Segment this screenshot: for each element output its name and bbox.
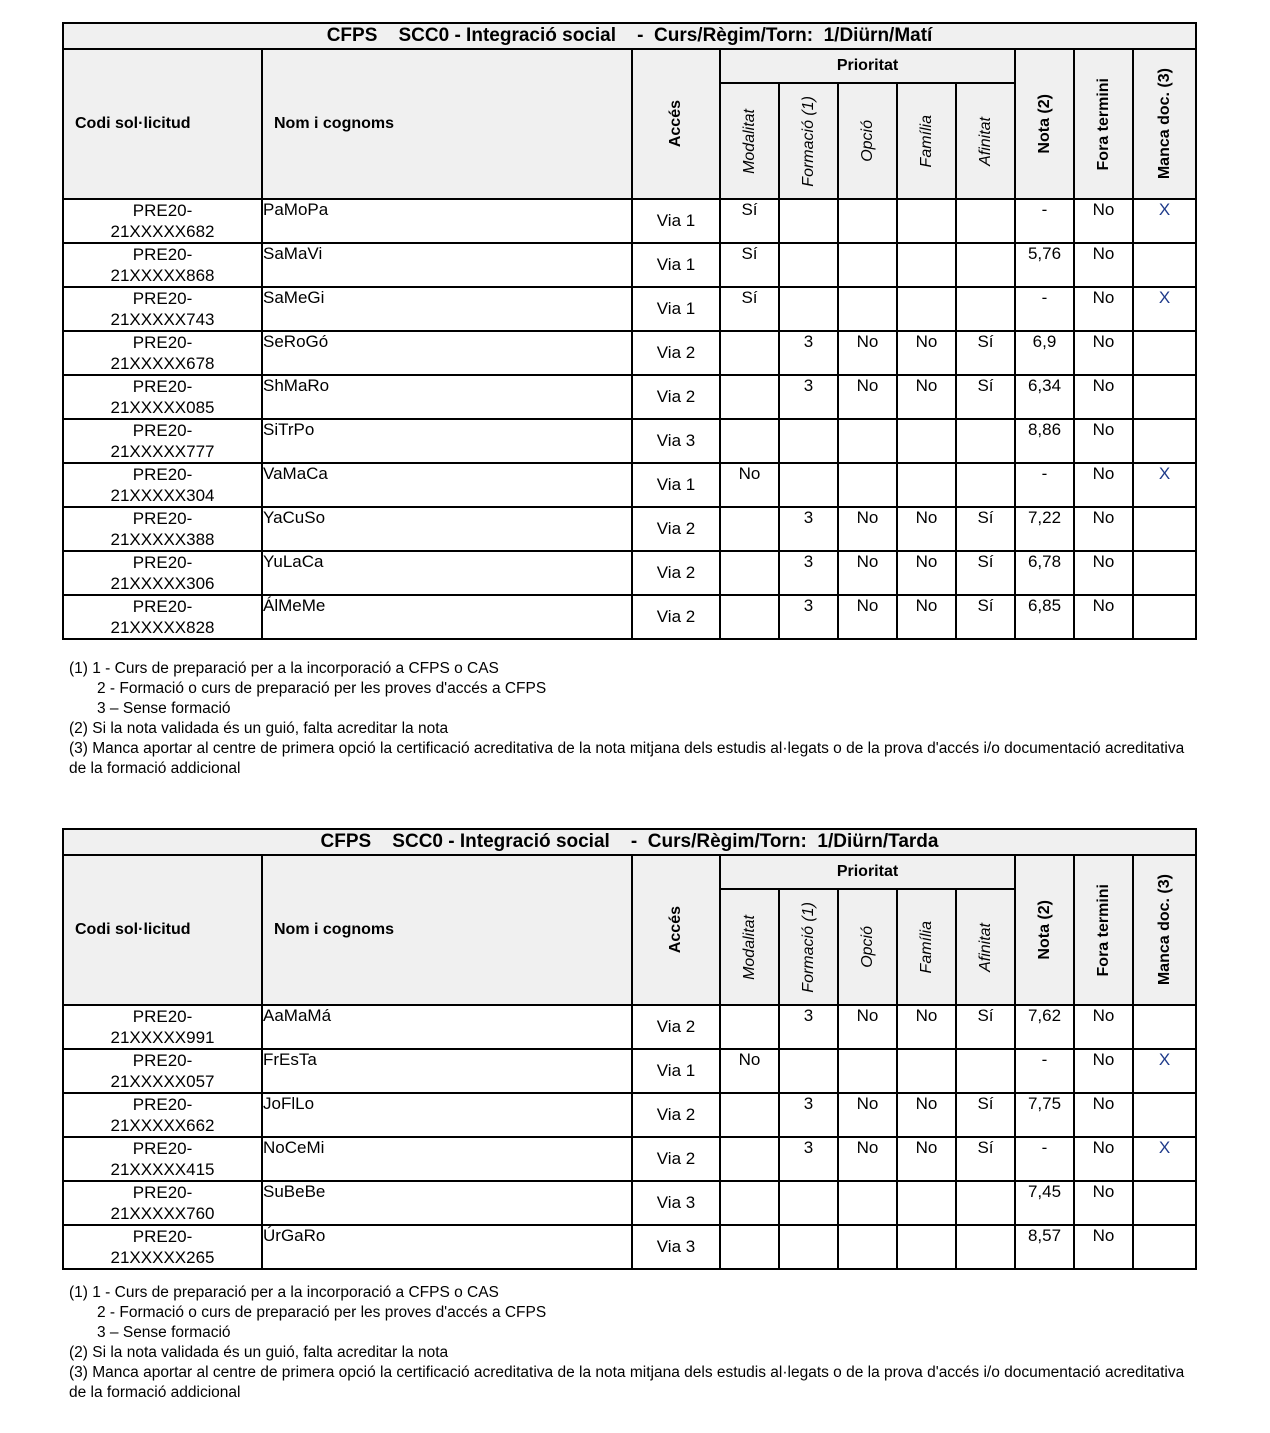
cell-acces: Via 2 <box>632 507 720 551</box>
cell-codi <box>63 1181 262 1225</box>
cell-acces: Via 3 <box>632 1225 720 1269</box>
cell-codi <box>63 551 262 595</box>
cell-manca-doc <box>1133 331 1196 375</box>
cell-familia: No <box>897 1005 956 1049</box>
table-row <box>63 595 1196 639</box>
footnote-n2: (2) Si la nota validada és un guió, falta acreditar la nota <box>69 1344 449 1361</box>
cell-nom: VaMaCa <box>262 463 632 507</box>
table-title: CFPS SCC0 - Integració social - Curs/Règim/Torn: 1/Diürn/Tarda <box>63 829 1196 855</box>
table-row <box>63 331 1196 375</box>
header-nota: Nota (2) <box>1015 49 1074 199</box>
cell-formacio: 3 <box>779 1005 838 1049</box>
cell-familia <box>897 419 956 463</box>
cell-formacio: 3 <box>779 1137 838 1181</box>
cell-opcio: No <box>838 1093 897 1137</box>
cell-acces: Via 1 <box>632 463 720 507</box>
cell-codi <box>63 1049 262 1093</box>
cell-nom: AaMaMá <box>262 1005 632 1049</box>
cell-formacio: 3 <box>779 1093 838 1137</box>
cell-acces: Via 2 <box>632 1005 720 1049</box>
cell-modalitat <box>720 507 779 551</box>
cell-codi <box>63 1137 262 1181</box>
cell-afinitat: Sí <box>956 1137 1015 1181</box>
cell-nota: 6,9 <box>1015 331 1074 375</box>
header-fora-termini: Fora termini <box>1074 49 1133 199</box>
cell-codi <box>63 199 262 243</box>
cell-codi <box>63 463 262 507</box>
cell-manca-doc: X <box>1133 1049 1196 1093</box>
cell-nom: SuBeBe <box>262 1181 632 1225</box>
footnote-n3: (3) Manca aportar al centre de primera opció la certificació acreditativa de la nota mitjana dels estudis al·legats o de la prova d'accés i/o documentació acreditativa de la formació addicional <box>69 740 1189 777</box>
codi-line: 21XXXXX828 <box>110 618 215 637</box>
cell-fora-termini: No <box>1074 595 1133 639</box>
footnote-n1c: 3 – Sense formació <box>97 1324 231 1341</box>
cell-acces: Via 2 <box>632 1093 720 1137</box>
cell-familia: No <box>897 375 956 419</box>
cell-nom: FrEsTa <box>262 1049 632 1093</box>
cell-familia: No <box>897 551 956 595</box>
header-familia: Família <box>897 83 956 199</box>
cell-opcio <box>838 1049 897 1093</box>
cell-familia <box>897 287 956 331</box>
cell-manca-doc <box>1133 507 1196 551</box>
table-row <box>63 199 1196 243</box>
cell-acces: Via 2 <box>632 551 720 595</box>
cell-codi <box>63 1005 262 1049</box>
header-codi: Codi sol·licitud <box>63 49 262 199</box>
header-acces: Accés <box>632 855 720 1005</box>
codi-line: 21XXXXX777 <box>110 442 215 461</box>
cell-opcio: No <box>838 507 897 551</box>
cell-acces: Via 2 <box>632 1137 720 1181</box>
codi-line: PRE20- <box>132 1095 193 1114</box>
cell-manca-doc <box>1133 419 1196 463</box>
cell-manca-doc: X <box>1133 287 1196 331</box>
cell-formacio <box>779 1049 838 1093</box>
cell-afinitat: Sí <box>956 551 1015 595</box>
cell-acces: Via 2 <box>632 375 720 419</box>
header-codi: Codi sol·licitud <box>63 855 262 1005</box>
cell-fora-termini: No <box>1074 1225 1133 1269</box>
footnote-n1c: 3 – Sense formació <box>97 700 231 717</box>
cell-formacio: 3 <box>779 331 838 375</box>
cell-modalitat <box>720 331 779 375</box>
cell-modalitat <box>720 1005 779 1049</box>
cell-acces: Via 1 <box>632 1049 720 1093</box>
cell-afinitat <box>956 1225 1015 1269</box>
table-row <box>63 419 1196 463</box>
cell-fora-termini: No <box>1074 507 1133 551</box>
cell-opcio: No <box>838 551 897 595</box>
cell-manca-doc <box>1133 551 1196 595</box>
cell-afinitat: Sí <box>956 507 1015 551</box>
cell-fora-termini: No <box>1074 419 1133 463</box>
cell-acces: Via 3 <box>632 1181 720 1225</box>
table-row <box>63 551 1196 595</box>
cell-manca-doc <box>1133 375 1196 419</box>
table-row <box>63 1225 1196 1269</box>
cell-nom: SiTrPo <box>262 419 632 463</box>
cell-nota: - <box>1015 199 1074 243</box>
cell-formacio <box>779 1225 838 1269</box>
cell-afinitat <box>956 419 1015 463</box>
header-opcio: Opció <box>838 83 897 199</box>
cell-familia <box>897 199 956 243</box>
cell-nota: 8,57 <box>1015 1225 1074 1269</box>
codi-line: 21XXXXX304 <box>110 486 215 505</box>
header-nom: Nom i cognoms <box>262 49 632 199</box>
footnotes <box>69 1283 1199 1403</box>
footnote-n2: (2) Si la nota validada és un guió, falta acreditar la nota <box>69 720 449 737</box>
cell-opcio: No <box>838 331 897 375</box>
cell-afinitat: Sí <box>956 375 1015 419</box>
cell-formacio: 3 <box>779 551 838 595</box>
codi-line: 21XXXXX682 <box>110 222 215 241</box>
cell-nom: PaMoPa <box>262 199 632 243</box>
header-opcio: Opció <box>838 889 897 1005</box>
cell-opcio <box>838 463 897 507</box>
header-fora-termini: Fora termini <box>1074 855 1133 1005</box>
cell-modalitat <box>720 1225 779 1269</box>
codi-line: PRE20- <box>132 1051 193 1070</box>
codi-line: 21XXXXX868 <box>110 266 215 285</box>
cell-nota: 6,85 <box>1015 595 1074 639</box>
table-row <box>63 1005 1196 1049</box>
admissions-table-2 <box>62 828 1197 1270</box>
codi-line: 21XXXXX265 <box>110 1248 215 1267</box>
header-manca-doc: Manca doc. (3) <box>1133 855 1196 1005</box>
cell-fora-termini: No <box>1074 1049 1133 1093</box>
cell-afinitat <box>956 463 1015 507</box>
cell-nota: 8,86 <box>1015 419 1074 463</box>
cell-nota: - <box>1015 463 1074 507</box>
cell-afinitat <box>956 199 1015 243</box>
cell-fora-termini: No <box>1074 1005 1133 1049</box>
cell-nota: 6,34 <box>1015 375 1074 419</box>
cell-formacio <box>779 199 838 243</box>
cell-nota: 7,22 <box>1015 507 1074 551</box>
codi-line: 21XXXXX415 <box>110 1160 215 1179</box>
codi-line: PRE20- <box>132 421 193 440</box>
header-nota: Nota (2) <box>1015 855 1074 1005</box>
cell-familia: No <box>897 595 956 639</box>
admissions-table-1 <box>62 22 1197 640</box>
header-manca-doc: Manca doc. (3) <box>1133 49 1196 199</box>
header-prioritat: Prioritat <box>720 855 1015 889</box>
cell-nom: ShMaRo <box>262 375 632 419</box>
cell-modalitat: Sí <box>720 287 779 331</box>
cell-formacio <box>779 1181 838 1225</box>
header-modalitat: Modalitat <box>720 889 779 1005</box>
cell-fora-termini: No <box>1074 551 1133 595</box>
cell-manca-doc <box>1133 243 1196 287</box>
cell-modalitat <box>720 551 779 595</box>
footnotes <box>69 659 1199 779</box>
cell-afinitat: Sí <box>956 331 1015 375</box>
cell-afinitat: Sí <box>956 1005 1015 1049</box>
cell-manca-doc <box>1133 1225 1196 1269</box>
cell-manca-doc <box>1133 595 1196 639</box>
cell-opcio: No <box>838 1005 897 1049</box>
cell-afinitat <box>956 1049 1015 1093</box>
cell-nota: - <box>1015 1137 1074 1181</box>
table-row <box>63 287 1196 331</box>
cell-afinitat <box>956 1181 1015 1225</box>
cell-modalitat <box>720 375 779 419</box>
cell-afinitat <box>956 243 1015 287</box>
cell-opcio <box>838 1225 897 1269</box>
codi-line: PRE20- <box>132 377 193 396</box>
cell-fora-termini: No <box>1074 243 1133 287</box>
cell-formacio <box>779 243 838 287</box>
cell-familia: No <box>897 507 956 551</box>
cell-nota: 7,62 <box>1015 1005 1074 1049</box>
cell-formacio: 3 <box>779 507 838 551</box>
cell-nom: SaMeGi <box>262 287 632 331</box>
cell-fora-termini: No <box>1074 287 1133 331</box>
cell-fora-termini: No <box>1074 1093 1133 1137</box>
cell-codi <box>63 331 262 375</box>
cell-manca-doc <box>1133 1005 1196 1049</box>
cell-nota: - <box>1015 287 1074 331</box>
footnote-n1b: 2 - Formació o curs de preparació per les proves d'accés a CFPS <box>97 680 547 697</box>
cell-modalitat <box>720 1181 779 1225</box>
footnote-n1b: 2 - Formació o curs de preparació per les proves d'accés a CFPS <box>97 1304 547 1321</box>
codi-line: 21XXXXX678 <box>110 354 215 373</box>
cell-formacio: 3 <box>779 375 838 419</box>
cell-modalitat: No <box>720 1049 779 1093</box>
cell-nom: SeRoGó <box>262 331 632 375</box>
header-nom: Nom i cognoms <box>262 855 632 1005</box>
cell-codi <box>63 507 262 551</box>
cell-nota: - <box>1015 1049 1074 1093</box>
cell-manca-doc: X <box>1133 1137 1196 1181</box>
cell-opcio <box>838 1181 897 1225</box>
cell-nota: 7,75 <box>1015 1093 1074 1137</box>
codi-line: PRE20- <box>132 509 193 528</box>
codi-line: 21XXXXX085 <box>110 398 215 417</box>
cell-afinitat: Sí <box>956 1093 1015 1137</box>
cell-modalitat: Sí <box>720 199 779 243</box>
cell-familia: No <box>897 331 956 375</box>
codi-line: 21XXXXX743 <box>110 310 215 329</box>
cell-nom: ÚrGaRo <box>262 1225 632 1269</box>
cell-nom: JoFlLo <box>262 1093 632 1137</box>
footnote-n3: (3) Manca aportar al centre de primera opció la certificació acreditativa de la nota mitjana dels estudis al·legats o de la prova d'accés i/o documentació acreditativa de la formació addicional <box>69 1364 1189 1401</box>
table-title: CFPS SCC0 - Integració social - Curs/Règim/Torn: 1/Diürn/Matí <box>63 23 1196 49</box>
cell-fora-termini: No <box>1074 375 1133 419</box>
cell-acces: Via 2 <box>632 331 720 375</box>
codi-line: PRE20- <box>132 553 193 572</box>
cell-modalitat <box>720 1093 779 1137</box>
cell-familia: No <box>897 1093 956 1137</box>
header-afinitat: Afinitat <box>956 889 1015 1005</box>
cell-formacio <box>779 463 838 507</box>
cell-opcio <box>838 243 897 287</box>
cell-modalitat: No <box>720 463 779 507</box>
cell-nota: 7,45 <box>1015 1181 1074 1225</box>
cell-codi <box>63 1093 262 1137</box>
cell-manca-doc <box>1133 1093 1196 1137</box>
cell-nom: YaCuSo <box>262 507 632 551</box>
table-row <box>63 1137 1196 1181</box>
cell-modalitat <box>720 419 779 463</box>
cell-acces: Via 2 <box>632 595 720 639</box>
codi-line: 21XXXXX662 <box>110 1116 215 1135</box>
codi-line: PRE20- <box>132 1139 193 1158</box>
cell-modalitat: Sí <box>720 243 779 287</box>
cell-nom: NoCeMi <box>262 1137 632 1181</box>
cell-acces: Via 3 <box>632 419 720 463</box>
header-familia: Família <box>897 889 956 1005</box>
cell-codi <box>63 375 262 419</box>
cell-nom: ÁlMeMe <box>262 595 632 639</box>
header-prioritat: Prioritat <box>720 49 1015 83</box>
cell-acces: Via 1 <box>632 199 720 243</box>
codi-line: 21XXXXX306 <box>110 574 215 593</box>
cell-acces: Via 1 <box>632 287 720 331</box>
cell-codi <box>63 595 262 639</box>
codi-line: PRE20- <box>132 465 193 484</box>
codi-line: 21XXXXX760 <box>110 1204 215 1223</box>
codi-line: 21XXXXX388 <box>110 530 215 549</box>
cell-formacio <box>779 287 838 331</box>
header-modalitat: Modalitat <box>720 83 779 199</box>
cell-codi <box>63 1225 262 1269</box>
cell-familia <box>897 463 956 507</box>
cell-codi <box>63 419 262 463</box>
cell-fora-termini: No <box>1074 463 1133 507</box>
codi-line: PRE20- <box>132 597 193 616</box>
cell-manca-doc <box>1133 1181 1196 1225</box>
codi-line: PRE20- <box>132 1227 193 1246</box>
cell-opcio <box>838 199 897 243</box>
cell-fora-termini: No <box>1074 331 1133 375</box>
footnote-n1: (1) 1 - Curs de preparació per a la incorporació a CFPS o CAS <box>69 1284 499 1301</box>
codi-line: PRE20- <box>132 1007 193 1026</box>
table-row <box>63 1181 1196 1225</box>
table-row <box>63 1093 1196 1137</box>
header-formacio: Formació (1) <box>779 83 838 199</box>
header-formacio: Formació (1) <box>779 889 838 1005</box>
cell-formacio <box>779 419 838 463</box>
cell-modalitat <box>720 1137 779 1181</box>
codi-line: PRE20- <box>132 1183 193 1202</box>
table-row <box>63 375 1196 419</box>
cell-afinitat: Sí <box>956 595 1015 639</box>
table-row <box>63 463 1196 507</box>
cell-familia <box>897 1181 956 1225</box>
cell-nom: YuLaCa <box>262 551 632 595</box>
cell-manca-doc: X <box>1133 463 1196 507</box>
codi-line: PRE20- <box>132 333 193 352</box>
codi-line: 21XXXXX991 <box>110 1028 215 1047</box>
cell-nom: SaMaVi <box>262 243 632 287</box>
cell-codi <box>63 287 262 331</box>
header-acces: Accés <box>632 49 720 199</box>
cell-opcio: No <box>838 375 897 419</box>
header-afinitat: Afinitat <box>956 83 1015 199</box>
cell-nota: 5,76 <box>1015 243 1074 287</box>
cell-afinitat <box>956 287 1015 331</box>
cell-formacio: 3 <box>779 595 838 639</box>
codi-line: PRE20- <box>132 245 193 264</box>
cell-opcio: No <box>838 1137 897 1181</box>
codi-line: 21XXXXX057 <box>110 1072 215 1091</box>
codi-line: PRE20- <box>132 289 193 308</box>
cell-codi <box>63 243 262 287</box>
cell-fora-termini: No <box>1074 1137 1133 1181</box>
table-row <box>63 507 1196 551</box>
cell-familia <box>897 1225 956 1269</box>
cell-familia <box>897 243 956 287</box>
table-row <box>63 243 1196 287</box>
table-row <box>63 1049 1196 1093</box>
codi-line: PRE20- <box>132 201 193 220</box>
cell-familia: No <box>897 1137 956 1181</box>
cell-manca-doc: X <box>1133 199 1196 243</box>
footnote-n1: (1) 1 - Curs de preparació per a la incorporació a CFPS o CAS <box>69 660 499 677</box>
cell-nota: 6,78 <box>1015 551 1074 595</box>
cell-acces: Via 1 <box>632 243 720 287</box>
cell-familia <box>897 1049 956 1093</box>
cell-fora-termini: No <box>1074 1181 1133 1225</box>
cell-opcio: No <box>838 595 897 639</box>
cell-modalitat <box>720 595 779 639</box>
cell-fora-termini: No <box>1074 199 1133 243</box>
cell-opcio <box>838 287 897 331</box>
cell-opcio <box>838 419 897 463</box>
